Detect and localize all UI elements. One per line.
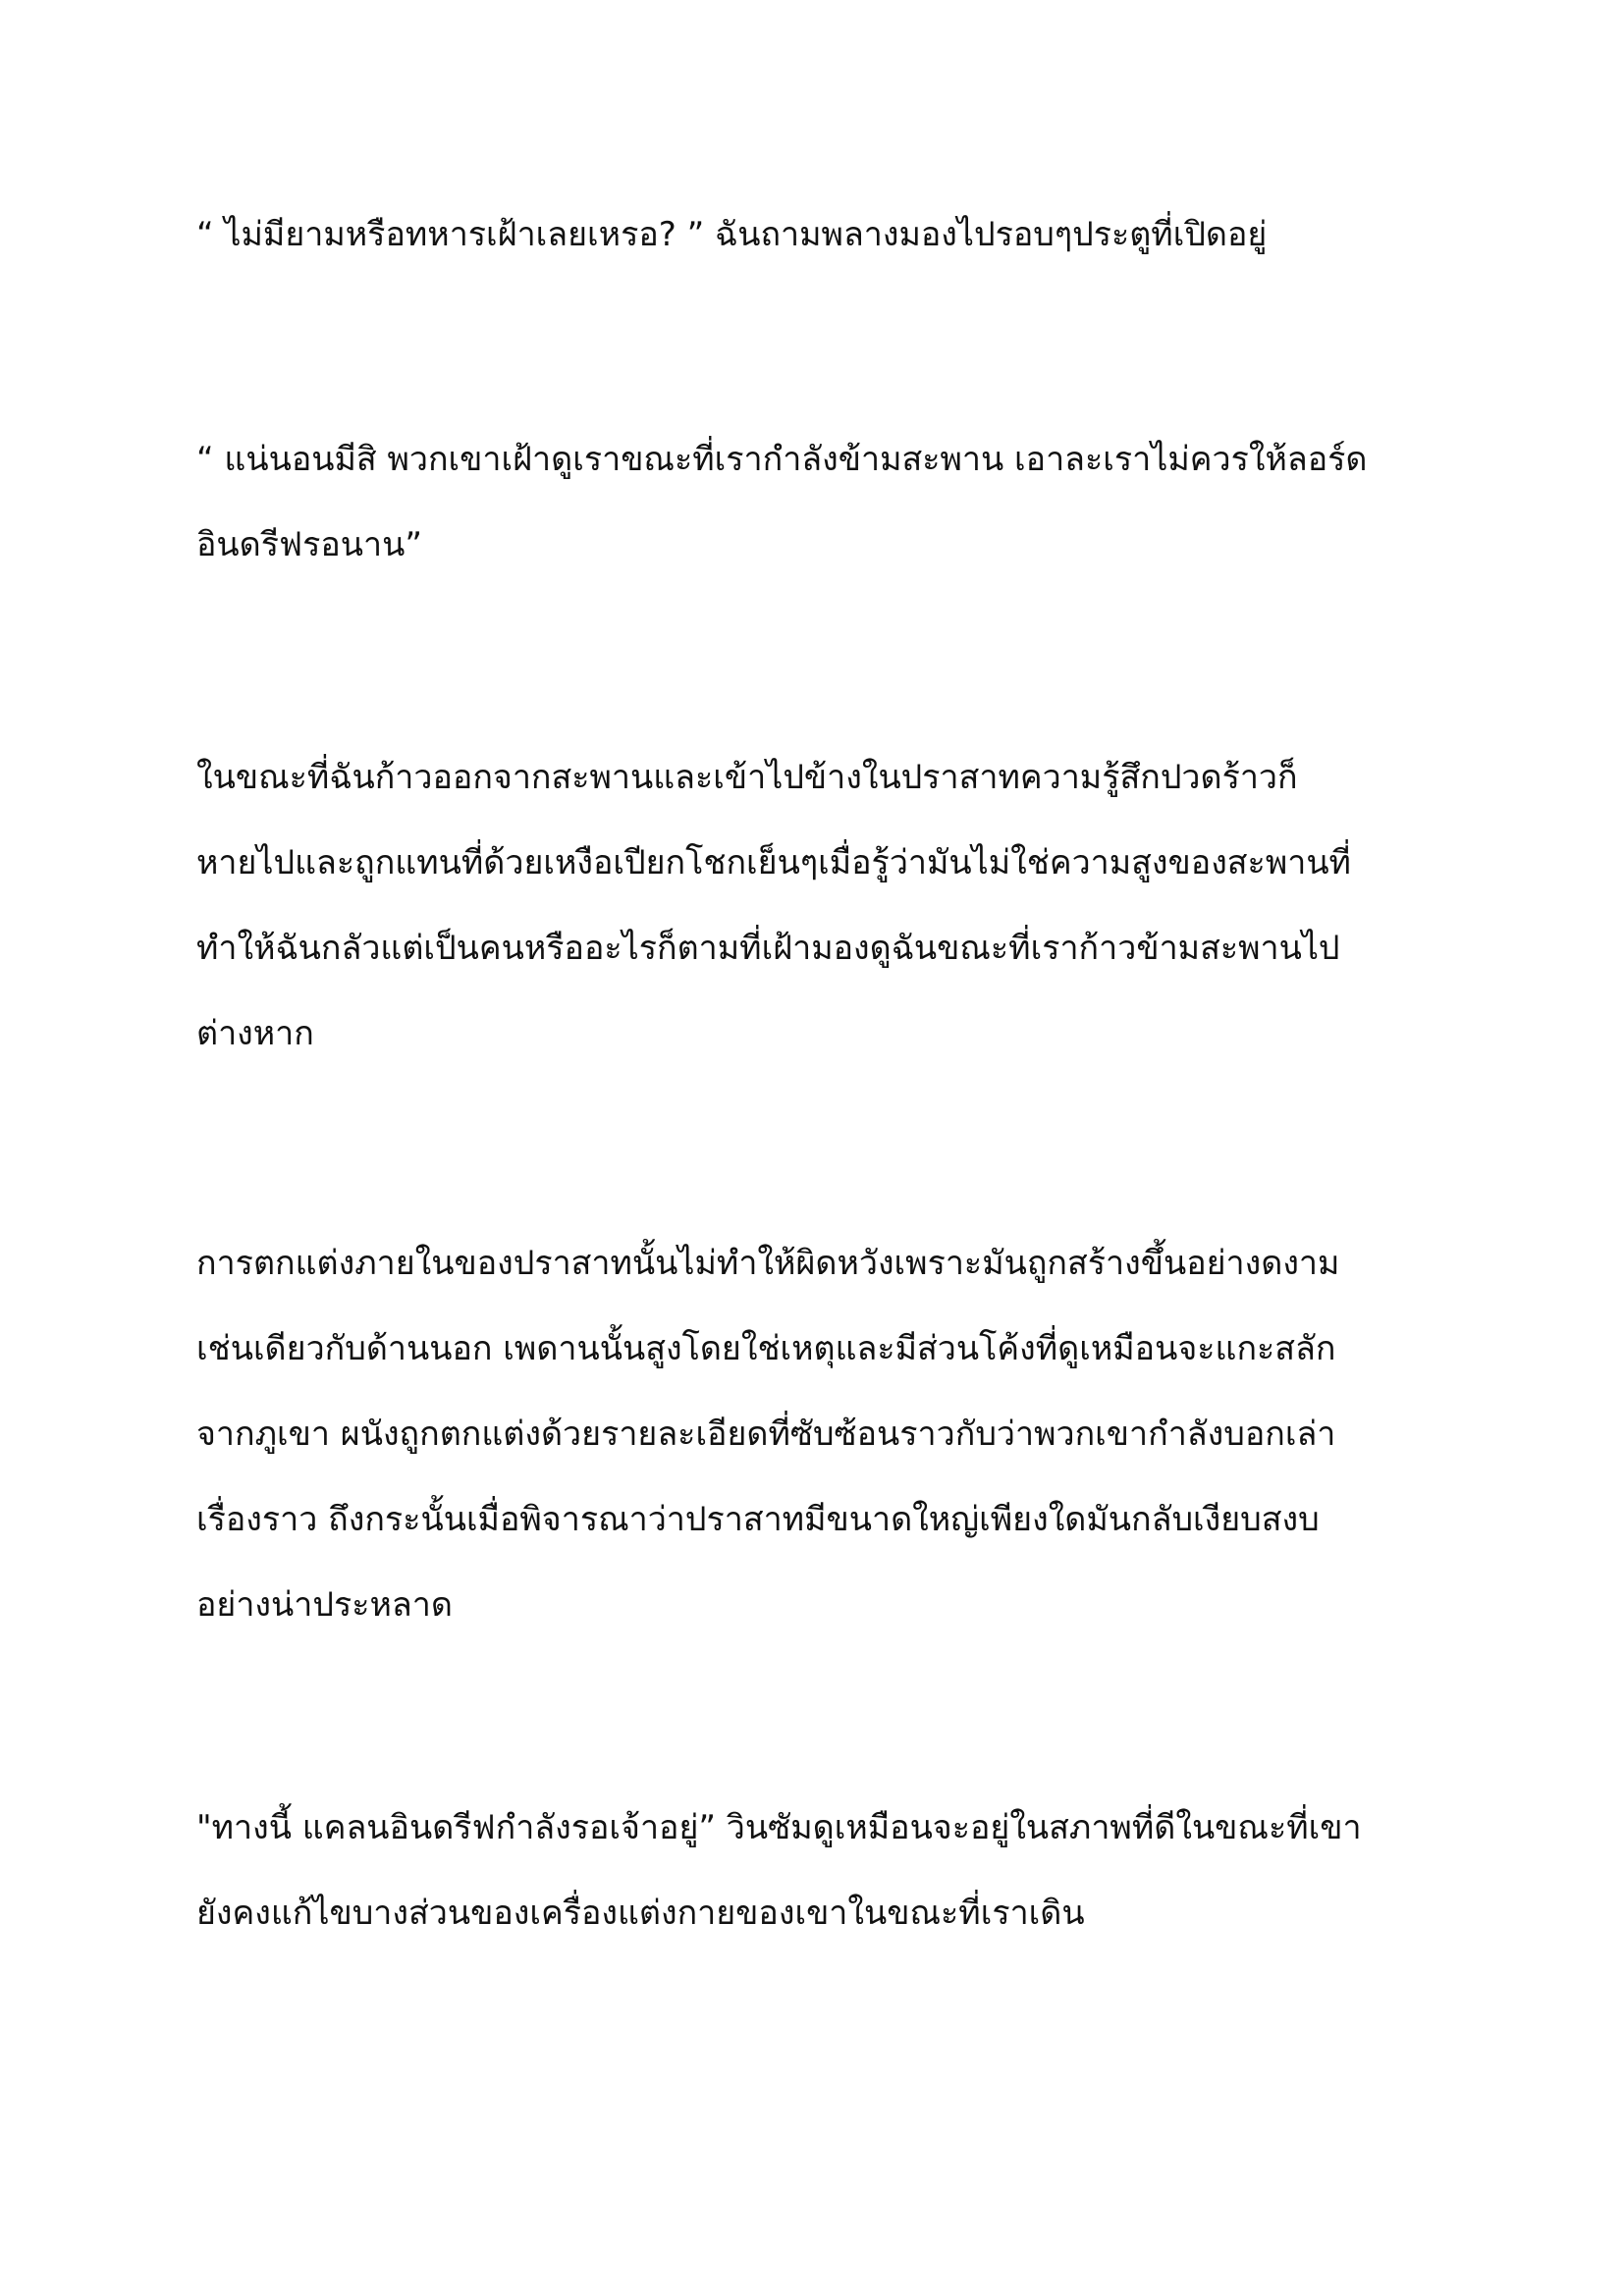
- text-line: อินดรีฟรอนาน”: [196, 525, 422, 564]
- text-line: ทำให้ฉันกลัวแต่เป็นคนหรืออะไรก็ตามที่เฝ้ามองดูฉันขณะที่เราก้าวข้ามสะพานไป: [196, 929, 1340, 968]
- paragraph-1: [196, 192, 1443, 278]
- text-line: ต่างหาก: [196, 1014, 314, 1053]
- text-line: ในขณะที่ฉันก้าวออกจากสะพานและเข้าไปข้างในปราสาทความรู้สึกปวดร้าวก็: [196, 758, 1298, 797]
- text-line: ยังคงแก้ไขบางส่วนของเครื่องแต่งกายของเขาในขณะที่เราเดิน: [196, 1894, 1085, 1933]
- text-line: อย่างน่าประหลาด: [196, 1585, 453, 1625]
- paragraph-5: [196, 1786, 1443, 1956]
- text-line: “ ไม่มียามหรือทหารเฝ้าเลยเหรอ? ” ฉันถามพลางมองไปรอบๆประตูที่เปิดอยู่: [196, 215, 1268, 254]
- text-line: เช่นเดียวกับด้านนอก เพดานนั้นสูงโดยใช่เหตุและมีส่วนโค้งที่ดูเหมือนจะแกะสลัก: [196, 1329, 1336, 1368]
- paragraph-3: [196, 735, 1443, 1077]
- text-line: เรื่องราว ถึงกระนั้นเมื่อพิจารณาว่าปราสาทมีขนาดใหญ่เพียงใดมันกลับเงียบสงบ: [196, 1500, 1320, 1539]
- text-line: “ แน่นอนมีสิ พวกเขาเฝ้าดูเราขณะที่เรากำลังข้ามสะพาน เอาละเราไม่ควรให้ลอร์ด: [196, 440, 1368, 479]
- text-line: หายไปและถูกแทนที่ด้วยเหงือเปียกโชกเย็นๆเมื่อรู้ว่ามันไม่ใช่ความสูงของสะพานที่: [196, 843, 1351, 882]
- paragraph-4: [196, 1221, 1443, 1648]
- text-line: จากภูเขา ผนังถูกตกแต่งด้วยรายละเอียดที่ซับซ้อนราวกับว่าพวกเขากำลังบอกเล่า: [196, 1415, 1336, 1454]
- text-line: "ทางนี้ แคลนอินดรีฟกำลังรอเจ้าอยู่” วินซัมดูเหมือนจะอยู่ในสภาพที่ดีในขณะที่เขา: [196, 1808, 1362, 1847]
- paragraph-2: [196, 417, 1443, 588]
- text-line: การตกแต่งภายในของปราสาทนั้นไม่ทำให้ผิดหวังเพราะมันถูกสร้างขึ้นอย่างดงาม: [196, 1244, 1340, 1283]
